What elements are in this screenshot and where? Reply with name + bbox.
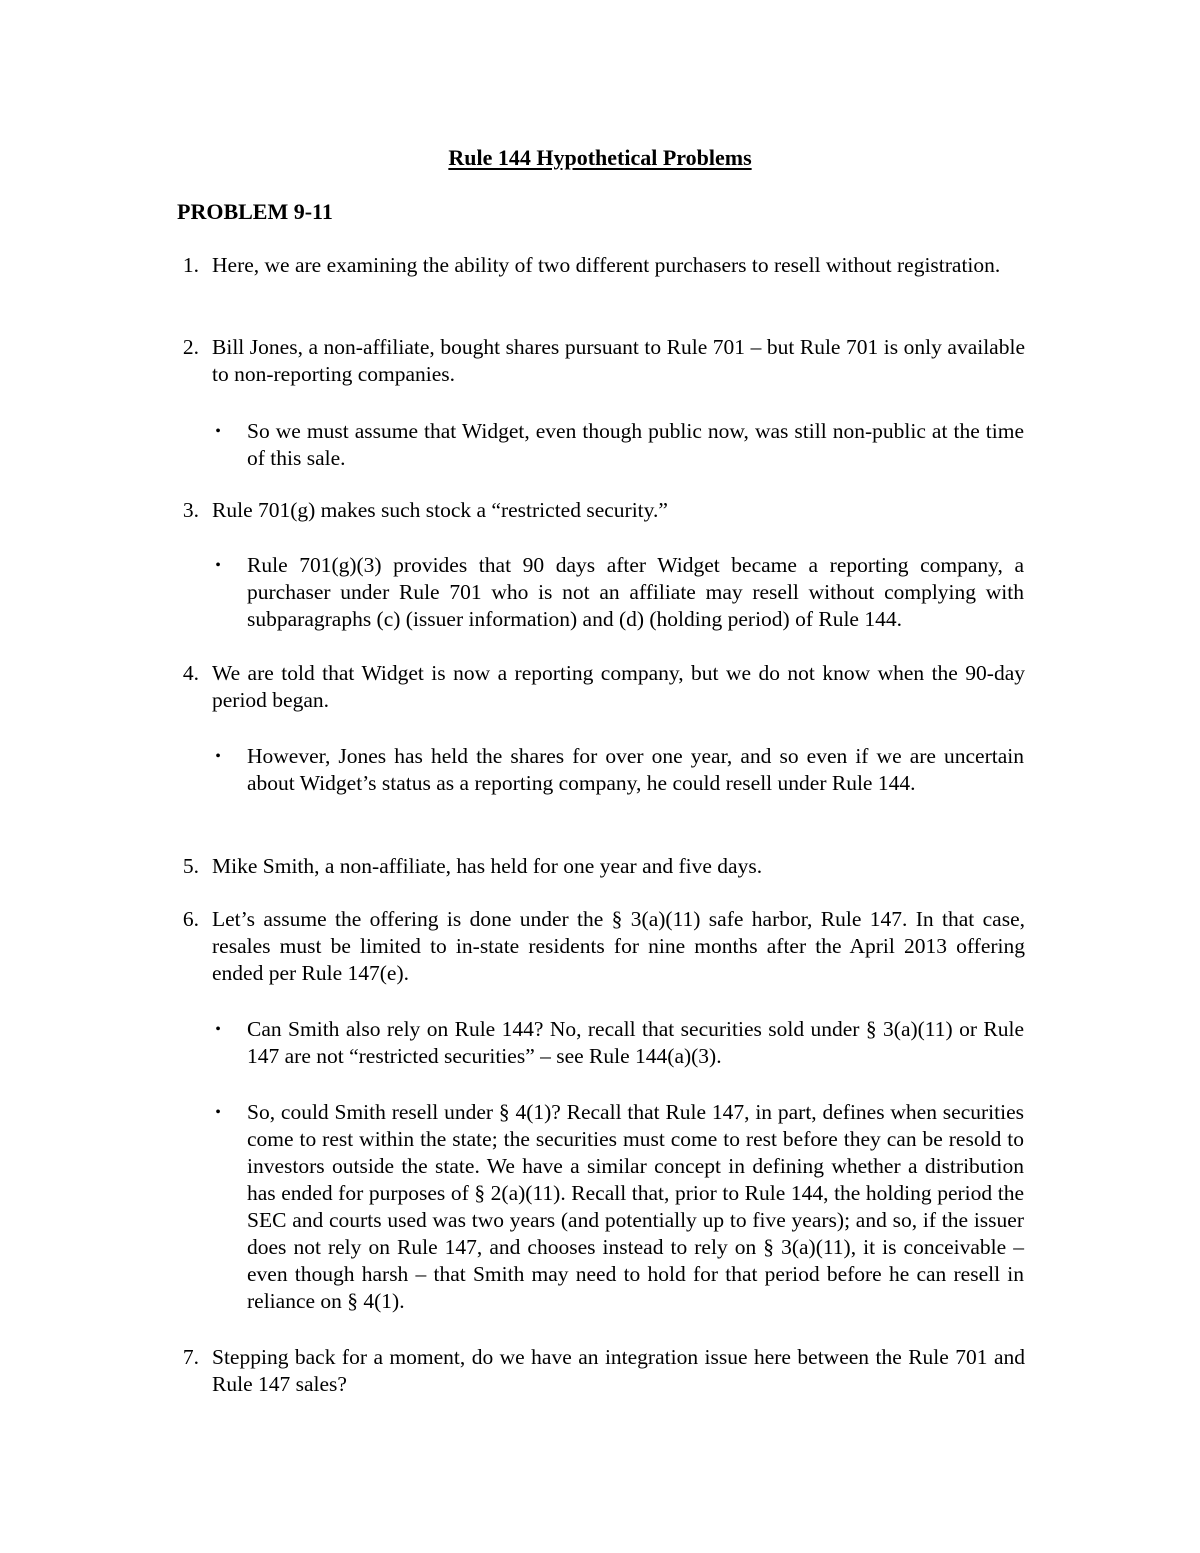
list-item-2 xyxy=(163,334,1025,388)
list-item-text: We are told that Widget is now a reporting company, but we do not know when the 90-day period began. xyxy=(212,661,1025,712)
bullet-icon: • xyxy=(215,1021,221,1038)
list-item-4 xyxy=(163,660,1025,714)
list-item-number: 5. xyxy=(182,854,199,878)
bullet-icon: • xyxy=(215,557,221,574)
list-item-number: 6. xyxy=(182,907,199,931)
list-item-number: 3. xyxy=(182,498,199,522)
list-item-6 xyxy=(163,906,1025,987)
list-item-5 xyxy=(163,853,1025,880)
bullet-text: So we must assume that Widget, even though public now, was still non-public at the time of this sale. xyxy=(247,419,1024,470)
bullet-text: However, Jones has held the shares for over one year, and so even if we are uncertain about Widget’s status as a reporting company, he could resell under Rule 144. xyxy=(247,744,1024,795)
list-item-text: Let’s assume the offering is done under the § 3(a)(11) safe harbor, Rule 147. In that case, resales must be limited to in-state residents for nine months after the April 2013 offering ended per Rule 147(e). xyxy=(212,907,1025,985)
list-item-text: Stepping back for a moment, do we have an integration issue here between the Rule 701 and Rule 147 sales? xyxy=(212,1345,1025,1396)
list-item-text: Rule 701(g) makes such stock a “restricted security.” xyxy=(212,498,668,522)
bullet-icon: • xyxy=(215,1104,221,1121)
list-item-number: 1. xyxy=(182,253,199,277)
document-title: Rule 144 Hypothetical Problems xyxy=(448,145,752,170)
list-item-text: Mike Smith, a non-affiliate, has held for one year and five days. xyxy=(212,854,763,878)
list-item-number: 4. xyxy=(182,661,199,685)
bullet-icon: • xyxy=(215,423,221,440)
bullet-text: Can Smith also rely on Rule 144? No, recall that securities sold under § 3(a)(11) or Rule 147 are not “restricted securities” – see Rule 144(a)(3). xyxy=(247,1017,1024,1068)
list-item-1 xyxy=(163,252,1025,279)
list-item-text: Bill Jones, a non-affiliate, bought shares pursuant to Rule 701 – but Rule 701 is only available to non-reporting companies. xyxy=(212,335,1025,386)
bullet-text: Rule 701(g)(3) provides that 90 days after Widget became a reporting company, a purchaser under Rule 701 who is not an affiliate may resell without complying with subparagraphs (c) (issuer information) and (d) (holding period) of Rule 144. xyxy=(247,553,1024,631)
problem-heading: PROBLEM 9-11 xyxy=(177,199,333,224)
bullet-text: So, could Smith resell under § 4(1)? Recall that Rule 147, in part, defines when securities come to rest within the state; the securities must come to rest before they can be resold to investors outside the state. We have a similar concept in defining whether a distribution has ended for purposes of § 2(a)(11). Recall that, prior to Rule 144, the holding period the SEC and courts used was two years (and potentially up to five years); and so, if the issuer does not rely on Rule 147, and chooses instead to rely on § 3(a)(11), it is conceivable – even though harsh – that Smith may need to hold for that period before he can resell in reliance on § 4(1). xyxy=(247,1100,1024,1313)
list-item-number: 7. xyxy=(182,1345,199,1369)
list-item-number: 2. xyxy=(182,335,199,359)
bullet-icon: • xyxy=(215,748,221,765)
bullet-point-2 xyxy=(211,552,1024,633)
bullet-point-3 xyxy=(211,743,1024,797)
list-item-text: Here, we are examining the ability of two different purchasers to resell without registration. xyxy=(212,253,1001,277)
bullet-point-1 xyxy=(211,418,1024,472)
bullet-point-4 xyxy=(211,1016,1024,1070)
list-item-7 xyxy=(163,1344,1025,1398)
list-item-3 xyxy=(163,497,1025,524)
bullet-point-5 xyxy=(211,1099,1024,1315)
